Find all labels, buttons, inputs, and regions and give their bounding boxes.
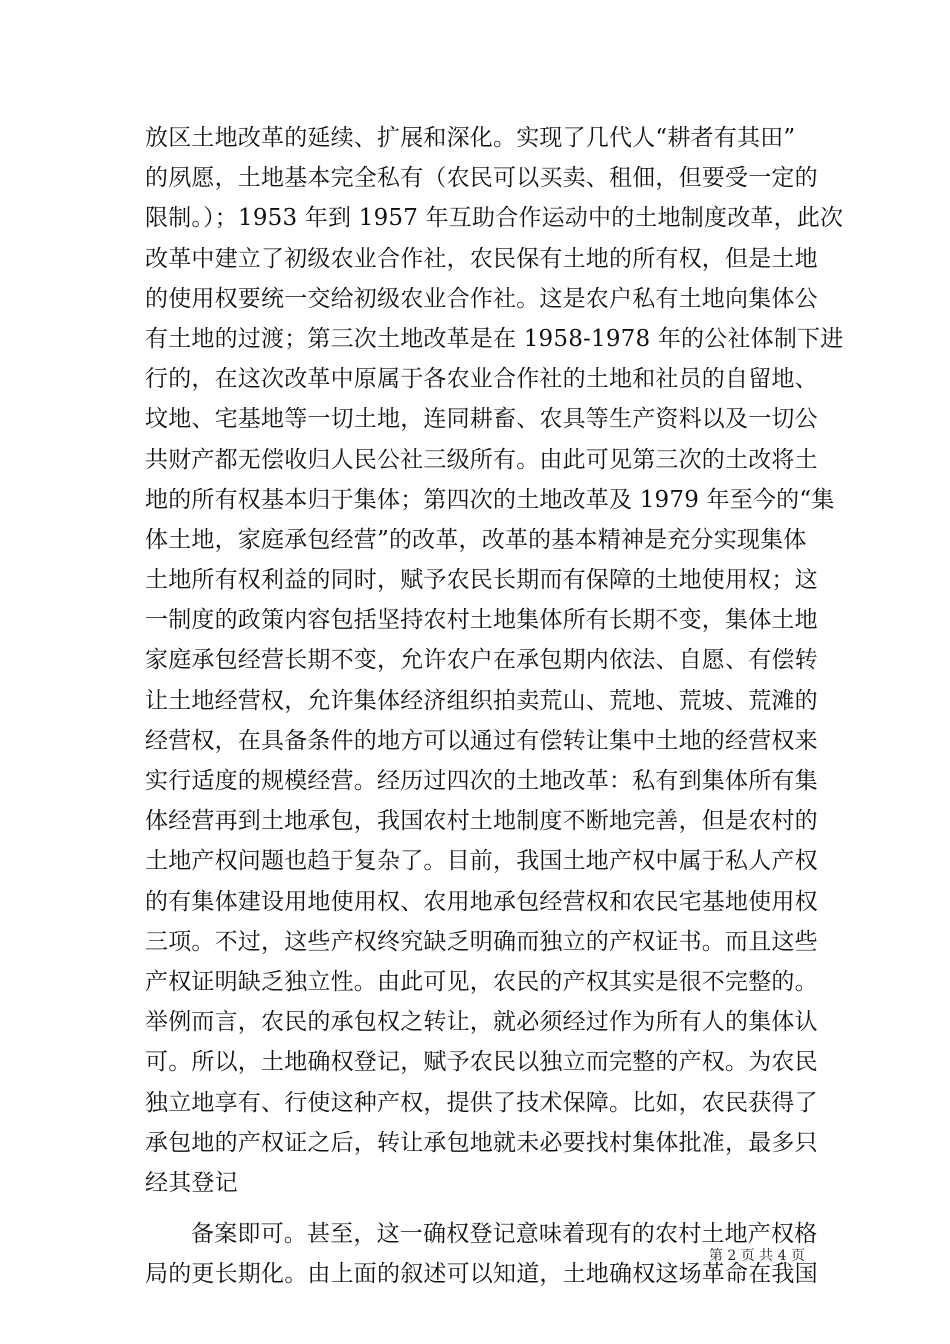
text-line: 家庭承包经营长期不变，允许农户在承包期内依法、自愿、有偿转 <box>145 647 818 674</box>
text-line: 一制度的政策内容包括坚持农村土地集体所有长期不变，集体土地 <box>145 607 818 634</box>
text-line: 举例而言，农民的承包权之转让，就必须经过作为所有人的集体认 <box>145 1009 818 1036</box>
text-line: 坟地、宅基地等一切土地，连同耕畜、农具等生产资料以及一切公 <box>145 406 818 433</box>
page-number-footer: 第 2 页 共 4 页 <box>708 1248 805 1264</box>
text-line: 体土地，家庭承包经营”的改革，改革的基本精神是充分实现集体 <box>145 526 807 553</box>
text-line: 可。所以，土地确权登记，赋予农民以独立而完整的产权。为农民 <box>145 1049 818 1076</box>
text-line: 备案即可。甚至，这一确权登记意味着现有的农村土地产权格 <box>191 1221 818 1248</box>
body-text <box>145 118 844 1294</box>
text-line: 放区土地改革的延续、扩展和深化。实现了几代人“耕者有其田” <box>145 125 796 151</box>
text-line: 共财产都无偿收归人民公社三级所有。由此可见第三次的土改将土 <box>145 446 818 473</box>
text-line: 土地所有权利益的同时，赋予农民长期而有保障的土地使用权；这 <box>145 567 818 594</box>
text-line: 地的所有权基本归于集体；第四次的土地改革及 1979 年至今的“集 <box>145 486 835 513</box>
text-line: 承包地的产权证之后，转让承包地就未必要找村集体批准，最多只 <box>145 1129 818 1156</box>
text-line: 限制。）；1953 年到 1957 年互助合作运动中的土地制度改革，此次 <box>145 205 844 232</box>
text-line: 产权证明缺乏独立性。由此可见，农民的产权其实是很不完整的。 <box>145 968 818 995</box>
text-line: 实行适度的规模经营。经历过四次的土地改革：私有到集体所有集 <box>145 768 818 794</box>
text-line: 改革中建立了初级农业合作社，农民保有土地的所有权，但是土地 <box>145 245 818 272</box>
text-line: 体经营再到土地承包，我国农村土地制度不断地完善，但是农村的 <box>145 808 818 835</box>
text-line: 的有集体建设用地使用权、农用地承包经营权和农民宅基地使用权 <box>145 888 818 915</box>
text-line: 的夙愿，土地基本完全私有（农民可以买卖、租佃，但要受一定的 <box>145 165 818 192</box>
text-line: 行的，在这次改革中原属于各农业合作社的土地和社员的自留地、 <box>145 366 818 393</box>
text-line: 有土地的过渡；第三次土地改革是在 1958-1978 年的公社体制下进 <box>145 325 844 352</box>
text-line: 的使用权要统一交给初级农业合作社。这是农户私有土地向集体公 <box>145 285 818 312</box>
text-line: 独立地享有、行使这种产权，提供了技术保障。比如，农民获得了 <box>145 1089 818 1116</box>
text-line: 三项。不过，这些产权终究缺乏明确而独立的产权证书。而且这些 <box>145 928 818 955</box>
paragraph-spacer <box>145 1203 810 1214</box>
text-line: 土地产权问题也趋于复杂了。目前，我国土地产权中属于私人产权 <box>145 848 818 875</box>
text-line: 经其登记 <box>145 1169 238 1196</box>
text-line: 经营权，在具备条件的地方可以通过有偿转让集中土地的经营权来 <box>145 727 818 754</box>
text-line: 局的更长期化。由上面的叙述可以知道，土地确权这场革命在我国 <box>145 1261 818 1288</box>
text-line: 让土地经营权，允许集体经济组织拍卖荒山、荒地、荒坡、荒滩的 <box>145 687 818 714</box>
paragraph-1 <box>145 118 844 1203</box>
